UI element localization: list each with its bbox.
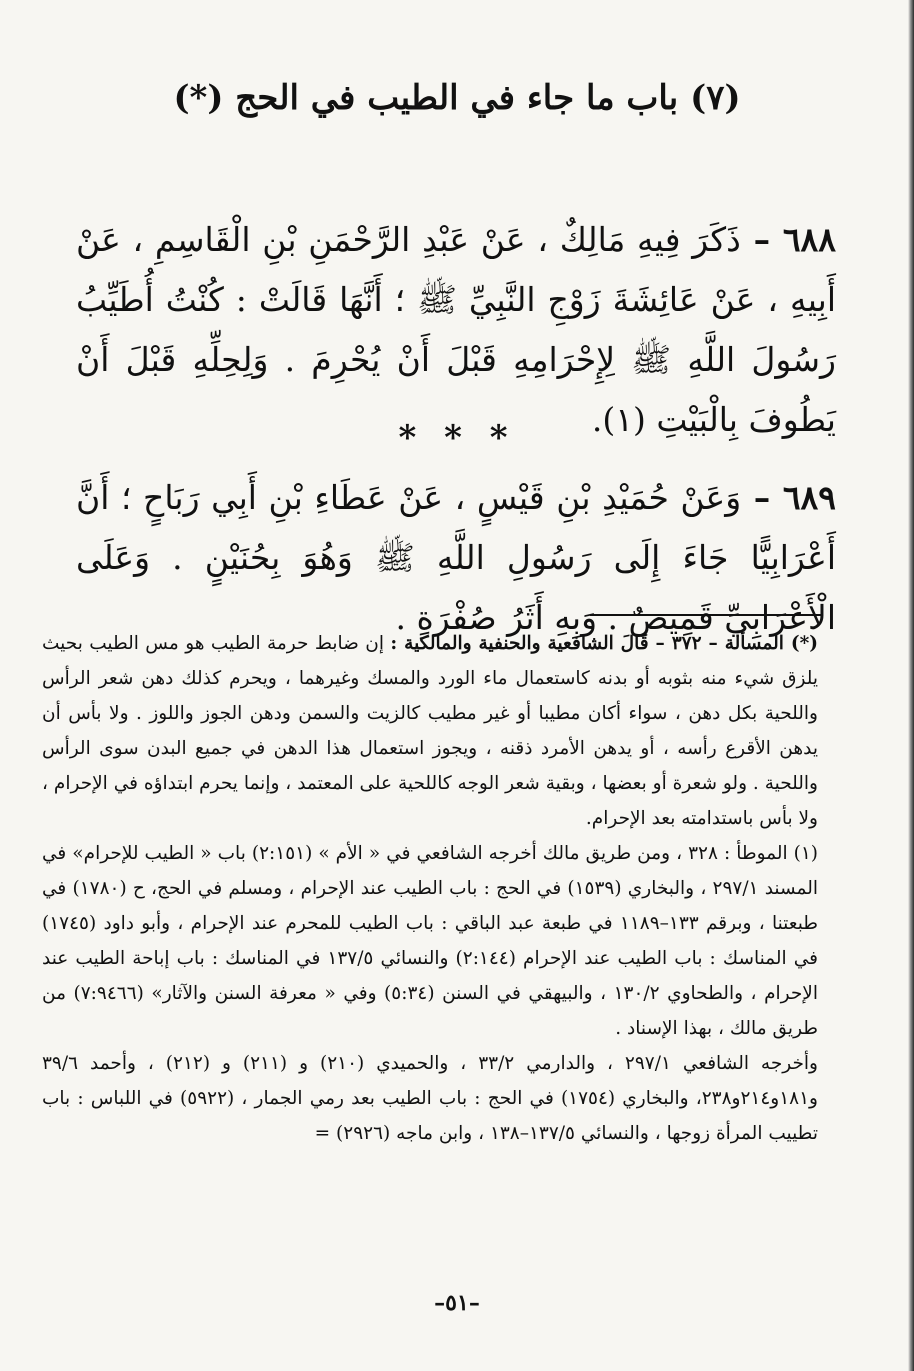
footnote-star — [42, 626, 818, 836]
hadith-text: وَعَنْ حُمَيْدِ بْنِ قَيْسٍ ، عَنْ عَطَاءِ بْنِ أَبِي رَبَاحٍ ؛ أَنَّ أَعْرَابِيًّا جَاءَ إِلَى رَسُولِ اللَّهِ ﷺ وَهُوَ بِحُنَيْنٍ . وَعَلَى الْأَعْرَابِيِّ قَمِيصٌ . وَبِهِ أَثَرُ صُفْرَةٍ . — [76, 478, 836, 637]
section-separator: * * * — [398, 418, 516, 458]
hadith-number: ٦٨٨ – — [740, 220, 836, 259]
footnotes — [42, 626, 818, 1151]
hadith-text: ذَكَرَ فِيهِ مَالِكٌ ، عَنْ عَبْدِ الرَّحْمَنِ بْنِ الْقَاسِمِ ، عَنْ أَبِيهِ ، عَنْ عَائِشَةَ زَوْجِ النَّبِيِّ ﷺ ؛ أَنَّهَا قَالَتْ : كُنْتُ أُطَيِّبُ رَسُولَ اللَّهِ ﷺ لِإِحْرَامِهِ قَبْلَ أَنْ يُحْرِمَ . وَلِحِلِّهِ قَبْلَ أَنْ يَطُوفَ بِالْبَيْتِ (١). — [76, 220, 836, 439]
footnote-divider — [590, 614, 822, 616]
footnote-text: إن ضابط حرمة الطيب هو مس الطيب بحيث يلزق شيء منه بثوبه أو بدنه كاستعمال ماء الورد والمسك وغيرهما ، ويحرم كذلك دهن شعر الرأس واللحية بكل دهن ، سواء أكان مطيبا أو غير مطيب كالزيت والسمن ودهن الجوز واللوز . ولا بأس أن يدهن الأقرع رأسه ، أو يدهن الأمرد ذقنه ، ويجوز استعمال هذا الدهن في جميع البدن سوى الرأس واللحية . ولو شعرة أو بعضها ، وبقية شعر الوجه كاللحية على المعتمد ، وإنما يحرم ابتداؤه في الإحرام ، ولا بأس باستدامته بعد الإحرام. — [42, 633, 818, 829]
footnote-lead: (*) المسألة – ٣٧٢ – قَالَ الشافعية والحنفية والمالكية : — [390, 633, 818, 654]
hadith-number: ٦٨٩ – — [741, 478, 836, 517]
hadith-688 — [76, 210, 836, 450]
footnote-1-para-2: وأخرجه الشافعي ٢٩٧/١ ، والدارمي ٣٣/٢ ، والحميدي (٢١٠) و (٢١١) و (٢١٢) ، وأحمد ٣٩/٦ و١٨١و٢١٤و٢٣٨، والبخاري (١٧٥٤) في الحج : باب الطيب بعد رمي الجمار ، (٥٩٢٢) في اللباس : باب تطييب المرأة زوجها ، والنسائي ١٣٧/٥–١٣٨ ، وابن ماجه (٢٩٢٦) = — [42, 1053, 818, 1144]
page-number: –٥١– — [434, 1290, 480, 1316]
page-edge-shadow — [908, 0, 914, 1371]
footnote-1-para-1: (١) الموطأ : ٣٢٨ ، ومن طريق مالك أخرجه الشافعي في « الأم » (٢:١٥١) باب « الطيب للإحرام» في المسند ٢٩٧/١ ، والبخاري (١٥٣٩) في الحج : باب الطيب عند الإحرام ، ومسلم في الحج، ح (١٧٨٠) في طبعتنا ، وبرقم ١٣٣–١١٨٩ في طبعة عبد الباقي : باب الطيب للمحرم عند الإحرام ، وأبو داود (١٧٤٥) في المناسك : باب الطيب عند الإحرام (٢:١٤٤) والنسائي ١٣٧/٥ في المناسك : باب إباحة الطيب عند الإحرام ، والطحاوي ١٣٠/٢ ، والبيهقي في السنن (٥:٣٤) وفي « معرفة السنن والآثار» (٧:٩٤٦٦) من طريق مالك ، بهذا الإسناد . — [42, 843, 819, 1039]
hadith-689 — [76, 468, 836, 648]
chapter-title: (٧) باب ما جاء في الطيب في الحج (*) — [173, 78, 741, 118]
